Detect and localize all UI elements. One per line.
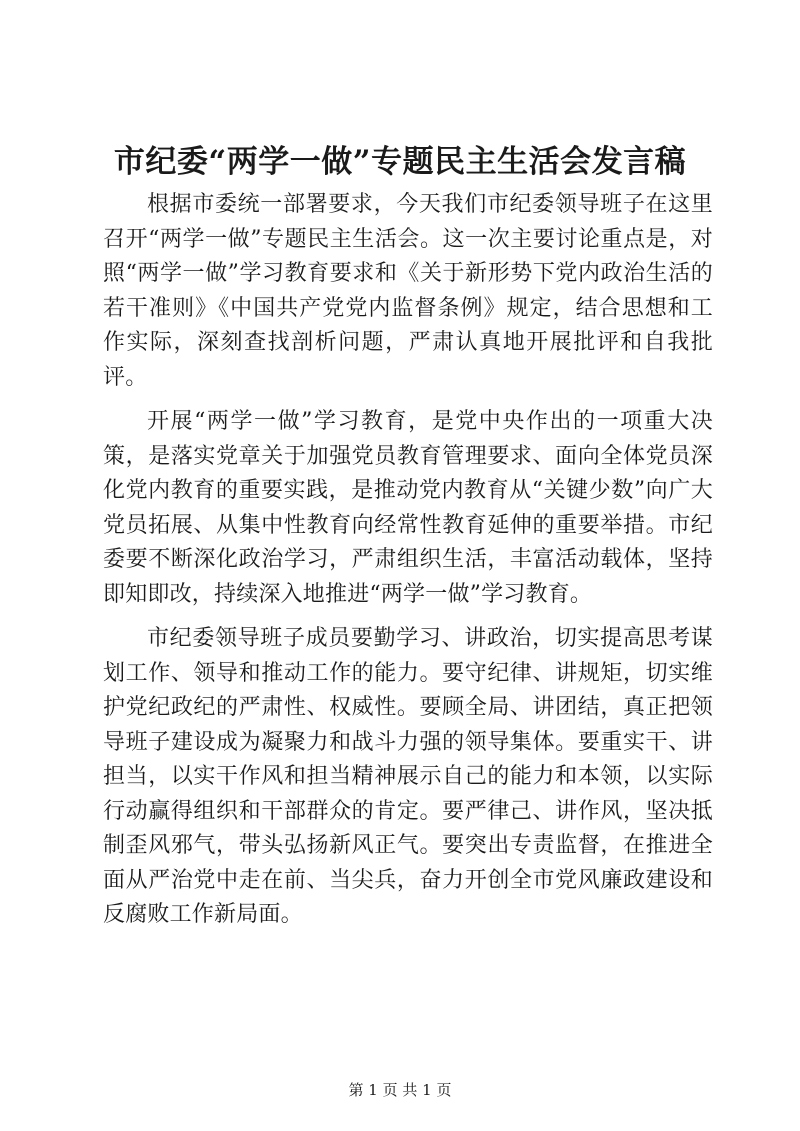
document-body xyxy=(103,188,713,943)
page-title: 市纪委“两学一做”专题民主生活会发言稿 xyxy=(113,144,687,180)
page-footer: 第 1 页 共 1 页 xyxy=(348,1081,452,1099)
paragraph: 市纪委领导班子成员要勤学习、讲政治，切实提高思考谋划工作、领导和推动工作的能力。要守纪律、讲规矩，切实维护党纪政纪的严肃性、权威性。要顾全局、讲团结，真正把领导班子建设成为凝聚力和战斗力强的领导集体。要重实干、讲担当，以实干作风和担当精神展示自己的能力和本领，以实际行动赢得组织和干部群众的肯定。要严律己、讲作风，坚决抵制歪风邪气，带头弘扬新风正气。要突出专责监督，在推进全面从严治党中走在前、当尖兵，奋力开创全市党风廉政建设和反腐败工作新局面。 xyxy=(103,626,713,927)
paragraph: 开展“两学一做”学习教育，是党中央作出的一项重大决策，是落实党章关于加强党员教育管理要求、面向全体党员深化党内教育的重要实践，是推动党内教育从“关键少数”向广大党员拓展、从集中性教育向经常性教育延伸的重要举措。市纪委要不断深化政治学习，严肃组织生活，丰富活动载体，坚持即知即改，持续深入地推进“两学一做”学习教育。 xyxy=(103,409,713,607)
paragraph: 根据市委统一部署要求，今天我们市纪委领导班子在这里召开“两学一做”专题民主生活会。这一次主要讨论重点是，对照“两学一做”学习教育要求和《关于新形势下党内政治生活的若干准则》《中国共产党党内监督条例》规定，结合思想和工作实际，深刻查找剖析问题，严肃认真地开展批评和自我批评。 xyxy=(103,192,713,390)
